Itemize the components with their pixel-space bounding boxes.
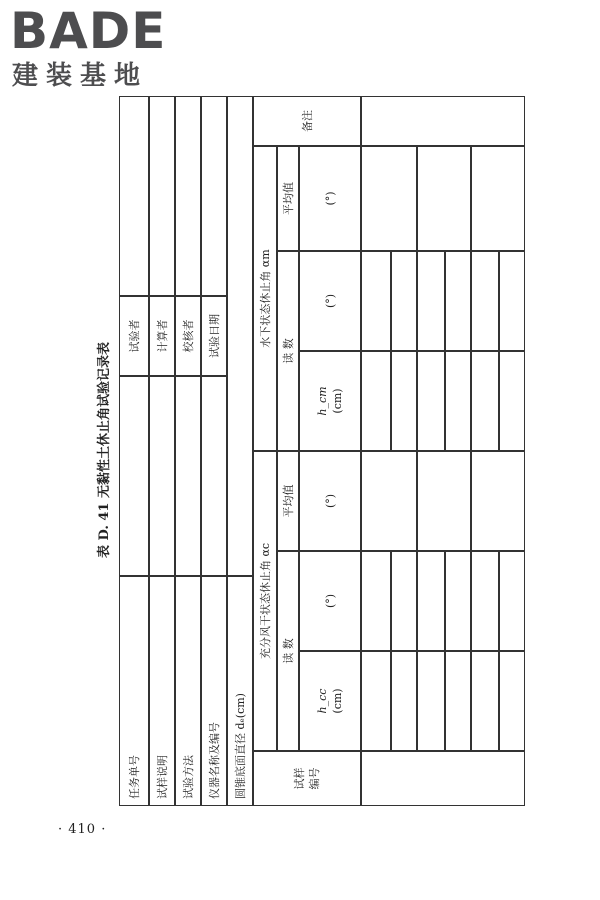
data-cell <box>471 251 499 351</box>
data-cell <box>361 551 391 651</box>
data-cell <box>471 451 525 551</box>
bade-logo <box>10 2 180 91</box>
info-value-instrument <box>201 376 227 576</box>
data-remarks-column <box>361 96 525 146</box>
data-cell <box>445 351 471 451</box>
data-cell <box>471 351 499 451</box>
data-cell <box>471 551 499 651</box>
data-cell <box>361 351 391 451</box>
header-dry-average-degree: (°) <box>299 451 361 551</box>
wet-height-unit: (cm) <box>331 388 344 414</box>
data-cell <box>361 451 417 551</box>
header-dry-average: 平均值 <box>277 451 299 551</box>
data-cell <box>391 551 417 651</box>
logo-subtitle: 建装基地 <box>12 61 149 91</box>
page-number: · 410 · <box>58 822 107 837</box>
data-cell <box>499 251 525 351</box>
info-label-cone-diameter: 圆锥底面直径 dₑ(cm) <box>227 576 253 806</box>
header-dry-reading: 读 数 <box>277 551 299 751</box>
info-value-calculator <box>149 96 175 296</box>
header-wet-reading: 读 数 <box>277 251 299 451</box>
logo-wordmark: BADE <box>10 2 167 60</box>
record-table <box>120 95 526 805</box>
info-value-task-no <box>119 376 149 576</box>
data-cell <box>499 551 525 651</box>
data-cell <box>417 451 471 551</box>
data-cell <box>417 251 445 351</box>
info-value-cone-diameter <box>227 96 253 576</box>
info-label-method: 试验方法 <box>175 576 201 806</box>
data-cell <box>499 351 525 451</box>
data-cell <box>417 651 445 751</box>
info-label-sample-desc: 试样说明 <box>149 576 175 806</box>
wet-height-symbol: h_cm <box>316 386 329 416</box>
dry-height-unit: (cm) <box>331 688 344 714</box>
info-value-method <box>175 376 201 576</box>
rotated-table-content <box>90 95 526 805</box>
header-dry-height <box>299 651 361 751</box>
data-cell <box>417 551 445 651</box>
data-cell <box>361 251 391 351</box>
data-cell <box>361 651 391 751</box>
data-cell <box>471 146 525 251</box>
info-value-checker <box>175 96 201 296</box>
table-title: 表 D. 41 无黏性土休止角试验记录表 <box>97 342 112 559</box>
header-dry-angle: 充分风干状态休止角 αc <box>253 451 277 751</box>
data-cell <box>391 251 417 351</box>
info-label-checker: 校核者 <box>175 296 201 376</box>
header-sample-no: 试样 编号 <box>253 751 361 806</box>
header-remarks: 备注 <box>253 96 361 146</box>
data-cell <box>499 651 525 751</box>
header-wet-degree: (°) <box>299 251 361 351</box>
data-cell <box>471 651 499 751</box>
data-cell <box>391 351 417 451</box>
info-label-task-no: 任务单号 <box>119 576 149 806</box>
data-cell <box>417 351 445 451</box>
header-wet-average-degree: (°) <box>299 146 361 251</box>
header-wet-average: 平均值 <box>277 146 299 251</box>
dry-height-symbol: h_cc <box>316 688 329 714</box>
data-sample-no-column <box>361 751 525 806</box>
info-label-tester: 试验者 <box>119 296 149 376</box>
rotated-table-area <box>90 95 526 805</box>
data-cell <box>445 251 471 351</box>
info-label-test-date: 试验日期 <box>201 296 227 376</box>
info-label-calculator: 计算者 <box>149 296 175 376</box>
info-value-test-date <box>201 96 227 296</box>
data-cell <box>445 651 471 751</box>
data-cell <box>391 651 417 751</box>
info-label-instrument: 仪器名称及编号 <box>201 576 227 806</box>
header-wet-angle: 水下状态休止角 αm <box>253 146 277 451</box>
header-dry-degree: (°) <box>299 551 361 651</box>
data-cell <box>417 146 471 251</box>
data-cell <box>361 146 417 251</box>
header-wet-height <box>299 351 361 451</box>
info-value-sample-desc <box>149 376 175 576</box>
info-value-tester <box>119 96 149 296</box>
data-cell <box>445 551 471 651</box>
